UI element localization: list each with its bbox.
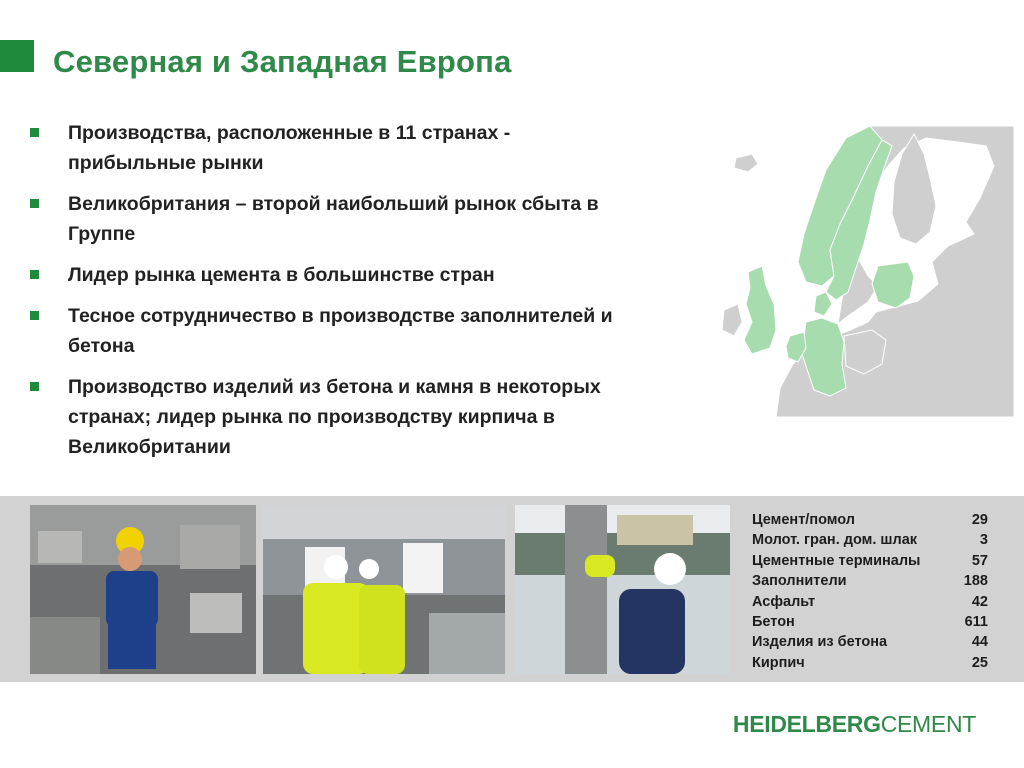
stat-value: 25	[971, 654, 988, 671]
bullet-text: Лидер рынка цемента в большинстве стран	[68, 264, 495, 286]
stat-row	[752, 551, 988, 571]
bullet-item	[30, 372, 630, 462]
stat-row	[752, 612, 988, 632]
stat-label: Заполнители	[752, 573, 847, 590]
stat-row	[752, 510, 988, 530]
bullet-item	[30, 260, 630, 290]
stats-table	[752, 510, 988, 673]
bullet-square-icon	[30, 270, 39, 279]
bullet-text: Великобритания – второй наибольший рынок сбыта в Группе	[68, 193, 599, 245]
bullet-item	[30, 301, 630, 361]
stat-label: Изделия из бетона	[752, 634, 888, 651]
accent-square	[0, 40, 34, 72]
bullet-square-icon	[30, 382, 39, 391]
photo-quarry-worker	[30, 505, 256, 674]
bullet-square-icon	[30, 199, 39, 208]
page-title: Северная и Западная Европа	[53, 44, 512, 79]
stat-value: 42	[971, 593, 988, 610]
stat-value: 3	[979, 532, 988, 549]
europe-map	[718, 126, 1014, 417]
bullet-text: Производство изделий из бетона и камня в некоторых странах; лидер рынка по производству кирпича в Великобритании	[68, 376, 601, 458]
stat-value: 188	[963, 573, 988, 590]
bullet-item	[30, 189, 630, 249]
photo-concrete-worker	[515, 505, 730, 674]
photo-plant-workers	[263, 505, 505, 674]
stat-label: Кирпич	[752, 654, 805, 671]
bullet-text: Тесное сотрудничество в производстве заполнителей и бетона	[68, 305, 613, 357]
bullet-square-icon	[30, 311, 39, 320]
stat-row	[752, 571, 988, 591]
stat-value: 57	[971, 552, 988, 569]
bullet-square-icon	[30, 128, 39, 137]
stat-row	[752, 530, 988, 550]
stat-label: Бетон	[752, 614, 795, 631]
logo-text-cement: CEMENT	[880, 711, 976, 737]
stat-label: Асфальт	[752, 593, 816, 610]
stat-row	[752, 632, 988, 652]
stat-label: Цемент/помол	[752, 512, 855, 528]
stat-label: Молот. гран. дом. шлак	[752, 532, 918, 549]
stat-value: 611	[964, 614, 988, 631]
stat-row	[752, 592, 988, 612]
stat-label: Цементные терминалы	[752, 552, 921, 569]
heidelbergcement-logo	[733, 711, 976, 738]
stat-value: 44	[971, 634, 988, 651]
bullet-item	[30, 118, 630, 178]
bullet-list	[30, 118, 630, 473]
stat-value: 29	[971, 512, 988, 528]
bullet-text: Производства, расположенные в 11 странах - прибыльные рынки	[68, 122, 511, 174]
stat-row	[752, 653, 988, 673]
logo-text-heidelberg: HEIDELBERG	[732, 711, 881, 737]
